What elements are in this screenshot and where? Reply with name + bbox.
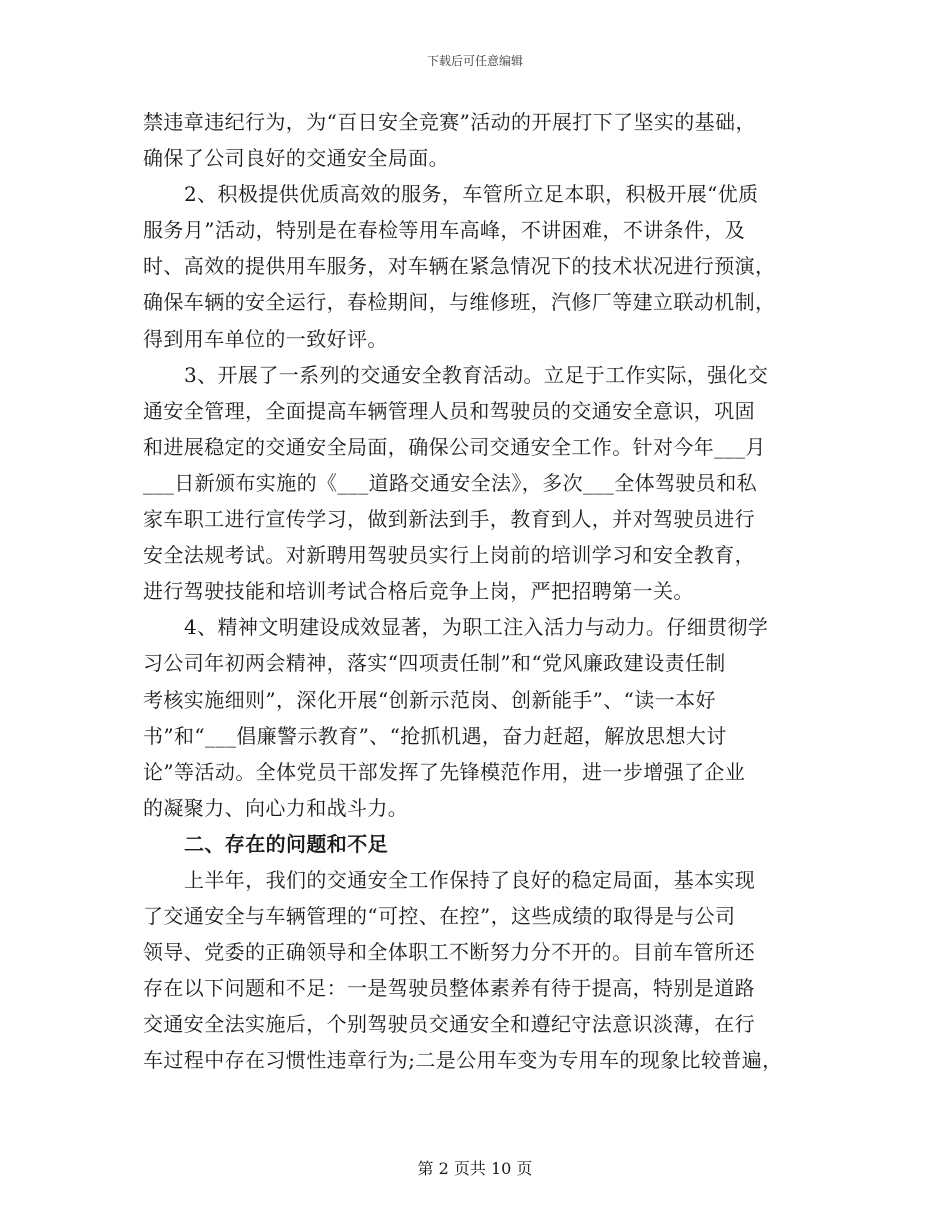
page-footer: 第 2 页共 10 页 (417, 1159, 533, 1178)
paragraph-start-line: 2、积极提供优质高效的服务，车管所立足本职，积极开展“优质 (184, 182, 759, 207)
page-header: 下载后可任意编辑 (426, 54, 523, 68)
document-body (143, 104, 813, 1079)
text-line: ___日新颁布实施的《___道路交通安全法》，多次___全体驾驶员和私 (143, 470, 757, 495)
text-line: 禁违章违纪行为，为“百日安全竞赛”活动的开展打下了坚实的基础， (143, 110, 756, 134)
text-line: 得到用车单位的一致好评。 (143, 326, 388, 351)
text-line: 进行驾驶技能和培训考试合格后竞争上岗，严把招聘第一关。 (143, 579, 694, 604)
text-line: 习公司年初两会精神，落实“四项责任制”和“党风廉政建设责任制 (143, 651, 726, 676)
text-line: 书”和“___倡廉警示教育”、“抢抓机遇，奋力赶超，解放思想大讨 (143, 723, 727, 748)
text-line: 安全法规考试。对新聘用驾驶员实行上岗前的培训学习和安全教育， (143, 543, 755, 568)
text-line: 的凝聚力、向心力和战斗力。 (143, 795, 409, 820)
section-heading: 二、存在的问题和不足 (184, 831, 388, 856)
text-line: 领导、党委的正确领导和全体职工不断努力分不开的。目前车管所还 (143, 940, 755, 965)
text-line: 存在以下问题和不足：一是驾驶员整体素养有待于提高，特别是道路 (143, 976, 755, 1001)
text-line: 论”等活动。全体党员干部发挥了先锋模范作用，进一步增强了企业 (143, 759, 746, 784)
text-line: 确保了公司良好的交通安全局面。 (143, 146, 449, 171)
text-line: 考核实施细则”，深化开展“创新示范岗、创新能手”、“读一本好 (143, 687, 716, 712)
text-line: 和进展稳定的交通安全局面，确保公司交通安全工作。针对今年___月 (143, 434, 766, 459)
paragraph-start-line: 上半年，我们的交通安全工作保持了良好的稳定局面，基本实现 (184, 867, 756, 892)
text-line: 家车职工进行宣传学习，做到新法到手，教育到人，并对驾驶员进行 (143, 507, 755, 532)
text-line: 服务月”活动，特别是在春检等用车高峰，不讲困难，不讲条件，及 (143, 218, 746, 243)
text-line: 确保车辆的安全运行，春检期间，与维修班，汽修厂等建立联动机制， (143, 290, 776, 315)
text-line: 时、高效的提供用车服务，对车辆在紧急情况下的技术状况进行预演， (143, 254, 776, 279)
paragraph-start-line: 4、精神文明建设成效显著，为职工注入活力与动力。仔细贯彻学 (184, 615, 769, 640)
text-line: 车过程中存在习惯性违章行为;二是公用车变为专用车的现象比较普遍， (143, 1048, 783, 1073)
paragraph-start-line: 3、开展了一系列的交通安全教育活动。立足于工作实际，强化交 (184, 362, 769, 387)
text-line: 了交通安全与车辆管理的“可控、在控”，这些成绩的取得是与公司 (143, 904, 736, 929)
text-line: 交通安全法实施后，个别驾驶员交通安全和遵纪守法意识淡薄，在行 (143, 1012, 755, 1037)
text-line: 通安全管理，全面提高车辆管理人员和驾驶员的交通安全意识，巩固 (143, 398, 755, 423)
